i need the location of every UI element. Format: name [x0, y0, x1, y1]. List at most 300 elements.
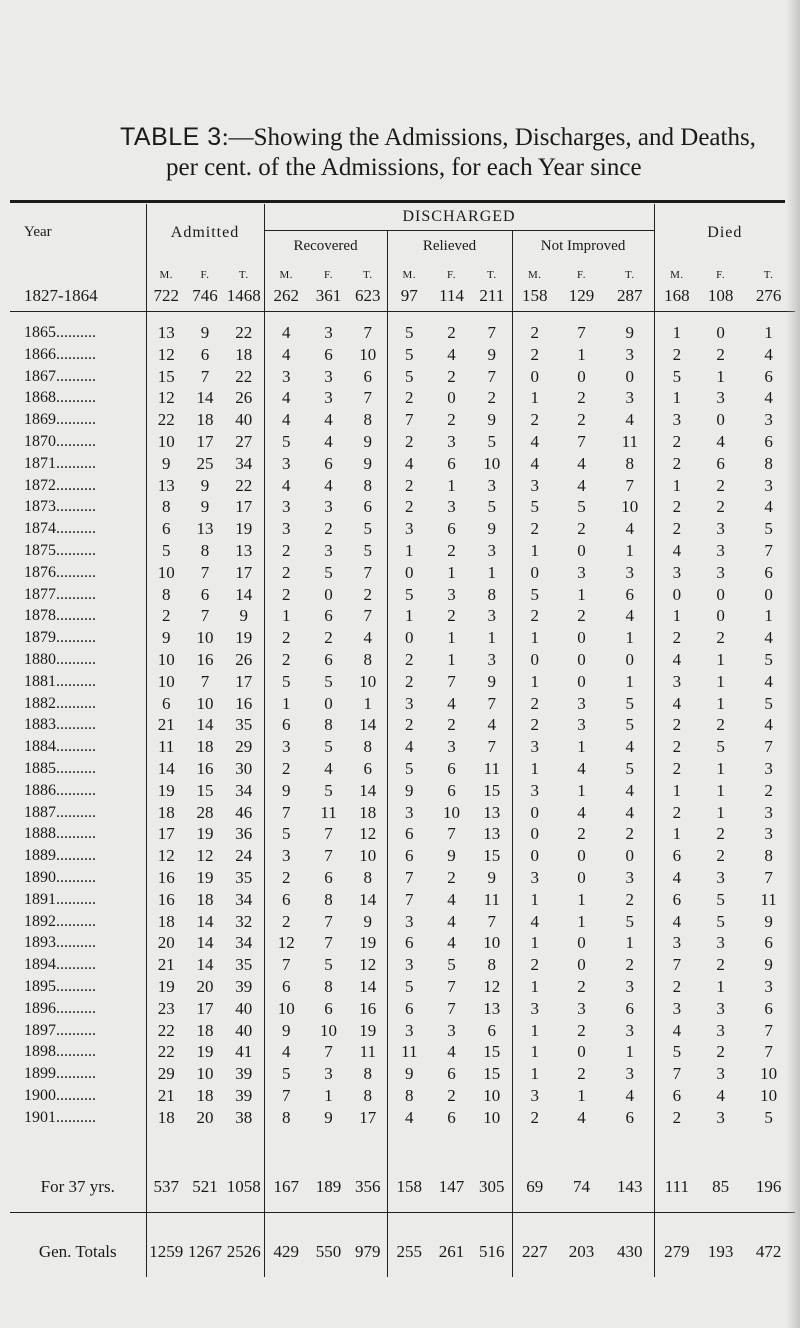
- value-cell: 8: [200, 540, 210, 560]
- value-cell: 8: [472, 954, 512, 976]
- value-cell: 2: [672, 758, 682, 778]
- value-cell: 21: [157, 715, 175, 735]
- value-cell: 20: [157, 933, 175, 953]
- value-cell: 18: [349, 802, 387, 824]
- value-cell: 10: [760, 1064, 778, 1084]
- value-cell: 3: [606, 344, 654, 366]
- not-improved-header: Not Improved: [512, 231, 654, 262]
- value-cell: 2: [606, 823, 654, 845]
- value-cell: 11: [472, 758, 512, 780]
- value-cell: 10: [472, 1085, 512, 1107]
- value-cell: 20: [196, 976, 214, 996]
- value-cell: 1: [472, 562, 512, 584]
- table-row: [10, 1020, 795, 1042]
- value-cell: 2: [472, 387, 512, 409]
- year-cell: 1893..........: [10, 932, 146, 954]
- value-cell: 6: [447, 519, 456, 539]
- value-cell: 7: [324, 911, 333, 931]
- footer-value-cell: 69: [512, 1162, 557, 1213]
- value-cell: 4: [282, 388, 291, 408]
- value-cell: 2: [577, 519, 586, 539]
- value-cell: 8: [349, 867, 387, 889]
- value-cell: 4: [672, 540, 682, 560]
- value-cell: 12: [349, 823, 387, 845]
- value-cell: 1: [577, 584, 586, 604]
- value-cell: 2: [716, 1042, 725, 1062]
- value-cell: 2: [672, 453, 682, 473]
- value-cell: 3: [764, 976, 773, 996]
- table-row: [10, 714, 795, 736]
- value-cell: 4: [447, 693, 456, 713]
- value-cell: 1: [716, 693, 725, 713]
- value-cell: 7: [324, 824, 333, 844]
- value-cell: 7: [282, 955, 291, 975]
- footer-value-cell: 305: [472, 1162, 512, 1213]
- base-total-cell: 1468: [224, 281, 264, 312]
- base-total-cell: 211: [472, 281, 512, 312]
- value-cell: 8: [606, 453, 654, 475]
- value-cell: 19: [196, 867, 214, 887]
- value-cell: 6: [324, 453, 333, 473]
- value-cell: 2: [577, 1064, 586, 1084]
- value-cell: 3: [472, 605, 512, 627]
- value-cell: 2: [606, 889, 654, 911]
- value-cell: 4: [447, 1042, 456, 1062]
- value-cell: 10: [196, 1064, 214, 1084]
- table-row: [10, 366, 795, 388]
- value-cell: 1: [405, 540, 414, 560]
- value-cell: 6: [447, 453, 456, 473]
- value-cell: 9: [472, 867, 512, 889]
- value-cell: 34: [224, 932, 264, 954]
- table-row: [10, 649, 795, 671]
- table-row: [10, 736, 795, 758]
- value-cell: 2: [530, 323, 540, 342]
- footer-value-cell: 516: [472, 1227, 512, 1277]
- value-cell: 6: [162, 519, 171, 539]
- value-cell: 6: [324, 344, 333, 364]
- value-cell: 10: [349, 671, 387, 693]
- footer-value-cell: 158: [387, 1162, 431, 1213]
- value-cell: 3: [764, 824, 773, 844]
- table-row: [10, 758, 795, 780]
- value-cell: 9: [606, 322, 654, 344]
- value-cell: 9: [200, 475, 210, 495]
- value-cell: 6: [672, 846, 682, 866]
- value-cell: 1: [716, 671, 725, 691]
- value-cell: 5: [716, 737, 725, 757]
- value-cell: 0: [577, 649, 586, 669]
- value-cell: 19: [196, 1042, 214, 1062]
- value-cell: 4: [282, 410, 291, 430]
- value-cell: 4: [672, 911, 682, 931]
- value-cell: 3: [716, 388, 725, 408]
- value-cell: 26: [224, 387, 264, 409]
- value-cell: 22: [157, 1020, 175, 1040]
- value-cell: 3: [716, 1064, 725, 1084]
- value-cell: 14: [224, 584, 264, 606]
- recovered-header: Recovered: [264, 231, 387, 262]
- value-cell: 7: [472, 322, 512, 344]
- value-cell: 4: [672, 649, 682, 669]
- value-cell: 2: [530, 606, 540, 626]
- value-cell: 2: [530, 715, 540, 735]
- value-cell: 2: [530, 410, 540, 430]
- base-total-cell: 361: [308, 281, 349, 312]
- value-cell: 3: [282, 737, 291, 757]
- value-cell: 2: [405, 388, 414, 408]
- value-cell: 5: [716, 889, 725, 909]
- value-cell: 1: [672, 388, 682, 408]
- value-cell: 2: [282, 758, 291, 778]
- value-cell: 18: [196, 1085, 214, 1105]
- value-cell: 8: [162, 497, 171, 517]
- value-cell: 2: [282, 584, 291, 604]
- value-cell: 18: [196, 1020, 214, 1040]
- value-cell: 4: [606, 409, 654, 431]
- value-cell: 6: [282, 715, 291, 735]
- value-cell: 14: [157, 758, 175, 778]
- value-cell: 3: [577, 998, 586, 1018]
- gender-header-cell: M.: [528, 269, 542, 281]
- value-cell: 15: [472, 845, 512, 867]
- value-cell: 2: [405, 649, 414, 669]
- value-cell: 0: [577, 955, 586, 975]
- value-cell: 4: [606, 605, 654, 627]
- value-cell: 3: [716, 933, 725, 953]
- value-cell: 28: [196, 802, 214, 822]
- value-cell: 0: [577, 540, 586, 560]
- value-cell: 6: [447, 1107, 456, 1127]
- value-cell: 2: [577, 606, 586, 626]
- value-cell: 35: [224, 954, 264, 976]
- value-cell: 7: [349, 605, 387, 627]
- value-cell: 5: [324, 562, 333, 582]
- value-cell: 2: [606, 954, 654, 976]
- value-cell: 1: [447, 628, 456, 648]
- value-cell: 2: [282, 649, 291, 669]
- value-cell: 2: [764, 780, 773, 800]
- value-cell: 34: [224, 889, 264, 911]
- gender-header-cell: F.: [324, 269, 334, 281]
- value-cell: 1: [764, 606, 773, 626]
- table-label: TABLE 3: [120, 123, 222, 151]
- value-cell: 6: [405, 824, 414, 844]
- value-cell: 12: [157, 846, 175, 866]
- value-cell: 4: [606, 736, 654, 758]
- value-cell: 2: [577, 976, 586, 996]
- value-cell: 4: [324, 431, 333, 451]
- value-cell: 1: [530, 758, 540, 778]
- value-cell: 4: [447, 933, 456, 953]
- value-cell: 2: [324, 519, 333, 539]
- year-cell: 1901..........: [10, 1107, 146, 1129]
- table-row: [10, 431, 795, 453]
- value-cell: 0: [530, 802, 540, 822]
- value-cell: 3: [324, 1064, 333, 1084]
- table-row: [10, 911, 795, 933]
- value-cell: 4: [324, 758, 333, 778]
- table-row: [10, 671, 795, 693]
- spacer-row: [10, 1213, 795, 1228]
- value-cell: 14: [196, 715, 214, 735]
- value-cell: 5: [282, 431, 291, 451]
- value-cell: 7: [349, 387, 387, 409]
- value-cell: 9: [405, 1064, 414, 1084]
- value-cell: 9: [349, 431, 387, 453]
- value-cell: 5: [447, 955, 456, 975]
- value-cell: 1: [672, 475, 682, 495]
- top-rule: [10, 200, 785, 203]
- value-cell: 3: [405, 955, 414, 975]
- footer-value-cell: 2526: [224, 1227, 264, 1277]
- value-cell: 10: [157, 562, 175, 582]
- year-cell: 1899..........: [10, 1063, 146, 1085]
- value-cell: 5: [606, 693, 654, 715]
- value-cell: 1: [716, 758, 725, 778]
- value-cell: 2: [530, 1107, 540, 1127]
- value-cell: 35: [224, 867, 264, 889]
- base-total-cell: 623: [349, 281, 387, 312]
- value-cell: 5: [672, 1042, 682, 1062]
- value-cell: 10: [606, 496, 654, 518]
- value-cell: 6: [349, 366, 387, 388]
- value-cell: 5: [764, 693, 773, 713]
- value-cell: 3: [716, 562, 725, 582]
- value-cell: 7: [200, 562, 210, 582]
- base-total-cell: 108: [699, 281, 742, 312]
- value-cell: 17: [196, 431, 214, 451]
- value-cell: 14: [196, 955, 214, 975]
- value-cell: 7: [200, 671, 210, 691]
- year-cell: 1876..........: [10, 562, 146, 584]
- value-cell: 1: [577, 344, 586, 364]
- value-cell: 0: [405, 562, 414, 582]
- footer-label: Gen. Totals: [10, 1227, 146, 1277]
- value-cell: 6: [447, 1064, 456, 1084]
- value-cell: 10: [157, 431, 175, 451]
- value-cell: 29: [157, 1064, 175, 1084]
- value-cell: 4: [405, 453, 414, 473]
- value-cell: 4: [349, 627, 387, 649]
- value-cell: 27: [224, 431, 264, 453]
- gender-header-cell: M.: [159, 269, 174, 281]
- value-cell: 7: [764, 737, 773, 757]
- value-cell: 5: [764, 1107, 773, 1127]
- table-row: [10, 540, 795, 562]
- value-cell: 1: [672, 606, 682, 626]
- value-cell: 5: [282, 671, 291, 691]
- value-cell: 1: [282, 606, 291, 626]
- value-cell: 4: [764, 344, 773, 364]
- value-cell: 12: [157, 388, 175, 408]
- year-cell: 1881..........: [10, 671, 146, 693]
- value-cell: 10: [320, 1020, 338, 1040]
- value-cell: 34: [224, 780, 264, 802]
- footer-value-cell: 189: [308, 1162, 349, 1213]
- value-cell: 9: [764, 955, 773, 975]
- value-cell: 5: [606, 758, 654, 780]
- value-cell: 3: [606, 1020, 654, 1042]
- value-cell: 3: [530, 867, 540, 887]
- year-cell: 1895..........: [10, 976, 146, 998]
- table-row: [10, 627, 795, 649]
- year-cell: 1897..........: [10, 1020, 146, 1042]
- year-cell: 1882..........: [10, 693, 146, 715]
- value-cell: 2: [672, 519, 682, 539]
- value-cell: 4: [672, 867, 682, 887]
- value-cell: 7: [324, 1042, 333, 1062]
- year-cell: 1874..........: [10, 518, 146, 540]
- value-cell: 4: [530, 911, 540, 931]
- value-cell: 0: [672, 584, 682, 604]
- value-cell: 6: [324, 606, 333, 626]
- year-cell: 1867..........: [10, 366, 146, 388]
- value-cell: 3: [447, 584, 456, 604]
- value-cell: 4: [716, 1085, 725, 1105]
- value-cell: 1: [577, 911, 586, 931]
- value-cell: 15: [157, 366, 175, 386]
- footer-value-cell: 472: [755, 1242, 782, 1262]
- value-cell: 3: [672, 410, 682, 430]
- value-cell: 4: [447, 344, 456, 364]
- value-cell: 16: [157, 889, 175, 909]
- table-row: [10, 867, 795, 889]
- value-cell: 3: [282, 497, 291, 517]
- value-cell: 4: [324, 475, 333, 495]
- base-total-cell: 97: [387, 281, 431, 312]
- value-cell: 4: [672, 1020, 682, 1040]
- value-cell: 4: [577, 453, 586, 473]
- value-cell: 3: [606, 867, 654, 889]
- value-cell: 12: [349, 954, 387, 976]
- value-cell: 3: [447, 497, 456, 517]
- value-cell: 16: [349, 998, 387, 1020]
- value-cell: 18: [157, 802, 175, 822]
- table-row: [10, 932, 795, 954]
- value-cell: 2: [577, 824, 586, 844]
- value-cell: 1: [716, 366, 725, 386]
- value-cell: 19: [196, 824, 214, 844]
- value-cell: 9: [764, 911, 773, 931]
- table-title: [120, 122, 756, 153]
- value-cell: 39: [224, 1085, 264, 1107]
- table-row: [10, 802, 795, 824]
- value-cell: 6: [324, 867, 333, 887]
- value-cell: 10: [443, 802, 461, 822]
- footer-value-cell: 261: [438, 1242, 465, 1262]
- value-cell: 6: [405, 846, 414, 866]
- value-cell: 5: [162, 540, 171, 560]
- value-cell: 7: [764, 540, 773, 560]
- value-cell: 2: [716, 344, 725, 364]
- value-cell: 16: [157, 867, 175, 887]
- table-title-text: :—Showing the Admissions, Discharges, and Deaths,: [221, 124, 756, 151]
- value-cell: 1: [606, 671, 654, 693]
- footer-value-cell: 356: [349, 1162, 387, 1213]
- footer-value-cell: 429: [273, 1242, 300, 1262]
- value-cell: 8: [324, 889, 333, 909]
- value-cell: 6: [764, 998, 773, 1018]
- value-cell: 1: [405, 606, 414, 626]
- gender-header-cell: T.: [606, 261, 654, 281]
- value-cell: 22: [224, 322, 264, 344]
- table-row: [10, 518, 795, 540]
- value-cell: 3: [324, 497, 333, 517]
- value-cell: 14: [349, 889, 387, 911]
- value-cell: 35: [224, 714, 264, 736]
- value-cell: 7: [200, 366, 210, 386]
- base-total-cell: 287: [606, 281, 654, 312]
- value-cell: 13: [472, 823, 512, 845]
- year-cell: 1892..........: [10, 911, 146, 933]
- year-cell: 1879..........: [10, 627, 146, 649]
- value-cell: 17: [224, 671, 264, 693]
- value-cell: 1: [606, 1041, 654, 1063]
- value-cell: 2: [672, 802, 682, 822]
- year-cell: 1894..........: [10, 954, 146, 976]
- value-cell: 10: [472, 1107, 512, 1129]
- value-cell: 2: [447, 366, 456, 386]
- value-cell: 4: [606, 780, 654, 802]
- value-cell: 14: [196, 933, 214, 953]
- value-cell: 6: [349, 496, 387, 518]
- value-cell: 16: [196, 758, 214, 778]
- value-cell: 3: [606, 976, 654, 998]
- year-cell: 1888..........: [10, 823, 146, 845]
- value-cell: 0: [447, 388, 456, 408]
- value-cell: 3: [764, 758, 773, 778]
- table-row: [10, 780, 795, 802]
- table-row: [10, 823, 795, 845]
- value-cell: 16: [196, 649, 214, 669]
- value-cell: 6: [282, 976, 291, 996]
- value-cell: 10: [349, 845, 387, 867]
- value-cell: 5: [405, 758, 414, 778]
- value-cell: 3: [606, 387, 654, 409]
- year-cell: 1889..........: [10, 845, 146, 867]
- value-cell: 14: [196, 911, 214, 931]
- admissions-table: [10, 204, 795, 1277]
- value-cell: 0: [716, 606, 725, 626]
- value-cell: 0: [530, 649, 540, 669]
- value-cell: 3: [405, 911, 414, 931]
- value-cell: 5: [349, 540, 387, 562]
- year-cell: 1865..........: [10, 322, 146, 344]
- footer-value-cell: 193: [707, 1242, 734, 1262]
- value-cell: 1: [530, 1042, 540, 1062]
- value-cell: 1: [530, 976, 540, 996]
- died-header: Died: [707, 223, 743, 241]
- value-cell: 3: [530, 998, 540, 1018]
- value-cell: 4: [606, 802, 654, 824]
- value-cell: 10: [472, 453, 512, 475]
- value-cell: 3: [672, 933, 682, 953]
- value-cell: 14: [349, 976, 387, 998]
- value-cell: 1: [577, 889, 586, 909]
- value-cell: 8: [764, 846, 773, 866]
- value-cell: 9: [349, 453, 387, 475]
- value-cell: 3: [764, 410, 773, 430]
- value-cell: 1: [577, 737, 586, 757]
- value-cell: 7: [200, 606, 210, 626]
- value-cell: 4: [764, 497, 773, 517]
- table-row: [10, 562, 795, 584]
- value-cell: 4: [472, 714, 512, 736]
- value-cell: 38: [224, 1107, 264, 1129]
- spacer-row: [10, 1128, 795, 1162]
- value-cell: 5: [716, 911, 725, 931]
